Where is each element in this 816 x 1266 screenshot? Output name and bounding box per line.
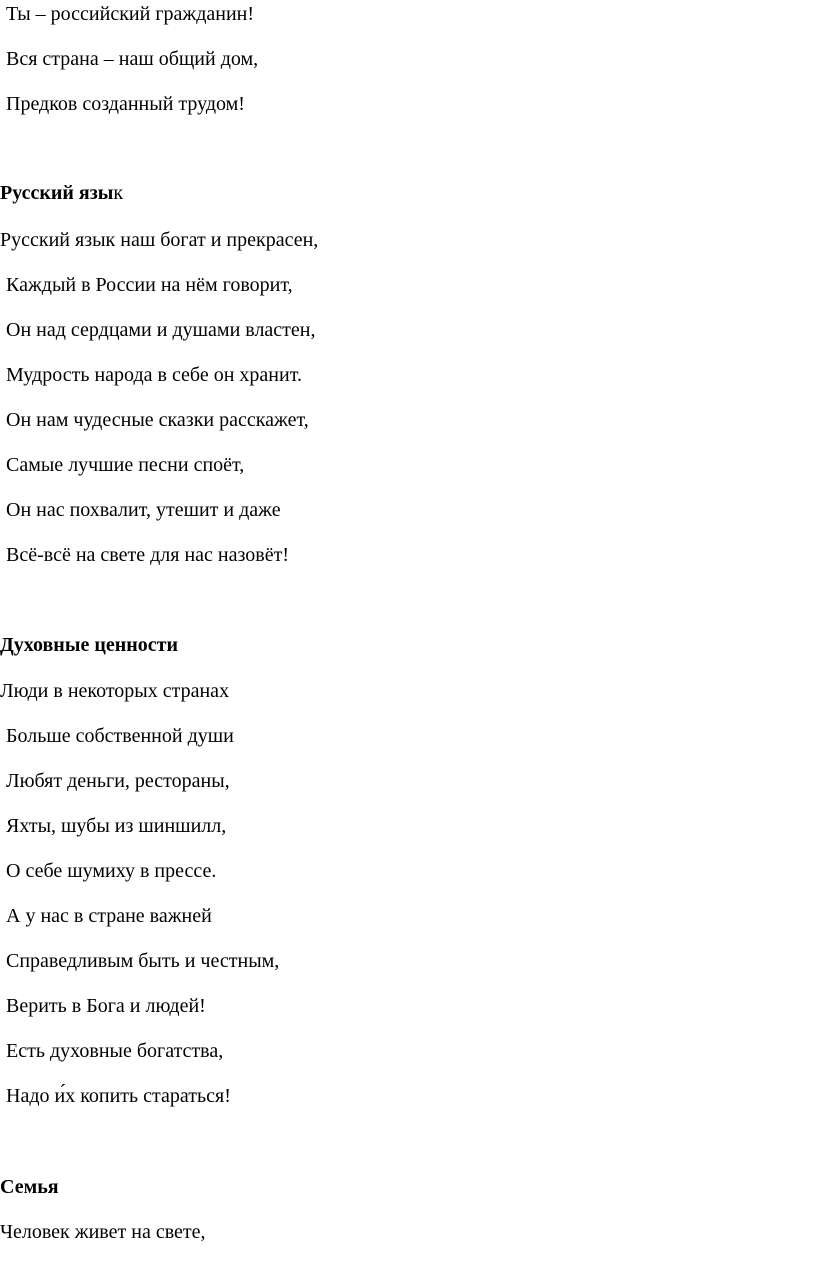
section-title-russian-language xyxy=(0,181,123,205)
section-title-family: Семья xyxy=(0,1176,59,1198)
poem-line: Всё-всё на свете для нас назовёт! xyxy=(6,544,290,566)
poem-line: Яхты, шубы из шиншилл, xyxy=(6,815,227,837)
poem-line: Самые лучшие песни споёт, xyxy=(6,454,245,476)
poem-line: Он нас похвалит, утешит и даже xyxy=(6,499,281,521)
poem-line: Есть духовные богатства, xyxy=(6,1040,224,1062)
poem-line: Вся страна – наш общий дом, xyxy=(6,48,259,70)
poem-line: Верить в Бога и людей! xyxy=(6,995,206,1017)
section-title-spiritual-values: Духовные ценности xyxy=(0,634,178,656)
poem-line: Предков созданный трудом! xyxy=(6,93,245,115)
poem-line: Он над сердцами и душами властен, xyxy=(6,319,316,341)
poem-line: Он нам чудесные сказки расскажет, xyxy=(6,409,309,431)
poem-line: Русский язык наш богат и прекрасен, xyxy=(0,229,319,251)
poem-line: Каждый в России на нём говорит, xyxy=(6,274,293,296)
poem-line: Ты – российский гражданин! xyxy=(6,3,255,25)
section-title-bold-part: Русский язы xyxy=(0,182,114,204)
poem-line: Люди в некоторых странах xyxy=(0,680,230,702)
poem-line: Человек живет на свете, xyxy=(0,1221,206,1243)
poem-line: Справедливым быть и честным, xyxy=(6,950,280,972)
poem-line: Больше собственной души xyxy=(6,725,234,747)
poem-line: Мудрость народа в себе он хранит. xyxy=(6,364,302,386)
poem-line: О себе шумиху в прессе. xyxy=(6,860,217,882)
poem-line: Надо и́х копить стараться! xyxy=(6,1085,231,1107)
section-title-tail: к xyxy=(113,182,124,204)
poem-line: Любят деньги, рестораны, xyxy=(6,770,230,792)
poem-line: А у нас в стране важней xyxy=(6,905,212,927)
